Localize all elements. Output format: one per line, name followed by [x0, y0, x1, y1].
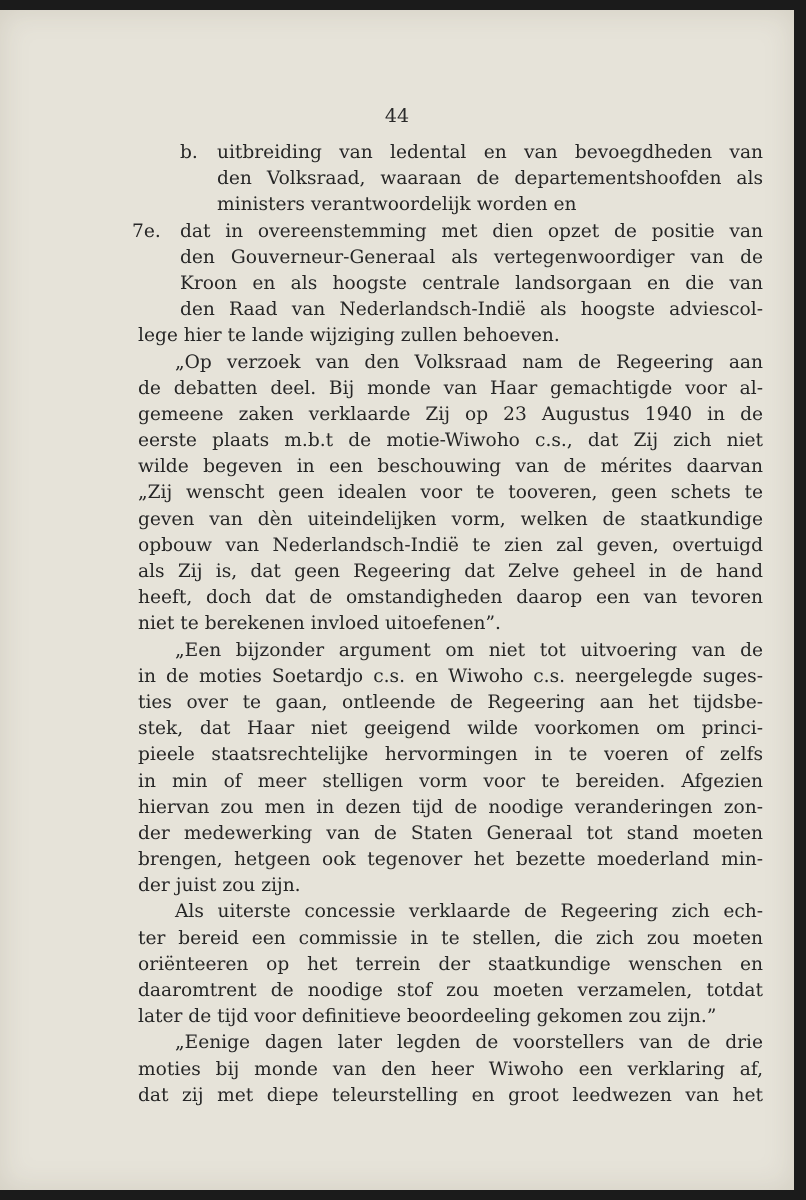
paragraph-1-line-10: heeft, doch dat de omstandigheden daarop een van tevoren — [138, 587, 763, 609]
paragraph-3-line-4: daaromtrent de noodige stof zou moeten verzamelen, totdat — [138, 980, 763, 1001]
paragraph-2-line-4: stek, dat Haar niet geeigend wilde voorkomen om princi- — [138, 718, 763, 740]
paragraph-1-line-2: de debatten deel. Bij monde van Haar gemachtigde voor al- — [138, 377, 763, 399]
paragraph-2-line-6: in min of meer stelligen vorm voor te bereiden. Afgezien — [138, 770, 763, 792]
paragraph-1-line-5: wilde begeven in een beschouwing van de mérites daarvan — [138, 456, 763, 478]
paragraph-1-line-6: „Zij wenscht geen idealen voor te tooveren, geen schets te — [138, 482, 763, 504]
list-item-7e-line-2: den Gouverneur-Generaal als vertegenwoordiger van de — [180, 246, 763, 268]
paragraph-1-line-7: geven van dèn uiteindelijken vorm, welken de staatkundige — [138, 508, 763, 530]
paragraph-2-line-5: pieele staatsrechtelijke hervormingen in te voeren of zelfs — [138, 744, 763, 766]
list-item-7e-line-1: 7e. dat in overeenstemming met dien opzet de positie van — [138, 219, 763, 245]
paragraph-3-line-1: Als uiterste concessie verklaarde de Regeering zich ech- — [175, 901, 763, 923]
paragraph-1-line-1: „Op verzoek van den Volksraad nam de Regeering aan — [175, 351, 763, 373]
list-item-7e-line-5: lege hier te lande wijziging zullen behoeven. — [138, 325, 560, 347]
paragraph-4-line-1: „Eenige dagen later legden de voorstellers van de drie — [175, 1032, 763, 1054]
list-item-b-line-2: den Volksraad, waaraan de departementshoofden als — [217, 168, 763, 190]
paragraph-2-line-8: der medewerking van de Staten Generaal tot stand moeten — [138, 822, 763, 844]
paragraph-1-line-9: als Zij is, dat geen Regeering dat Zelve geheel in de hand — [138, 561, 763, 582]
list-item-b-line-1: b. uitbreiding van ledental en van bevoegdheden van — [138, 140, 763, 166]
paragraph-1-line-3: gemeene zaken verklaarde Zij op 23 Augustus 1940 in de — [138, 403, 763, 425]
paragraph-3-line-2: ter bereid een commissie in te stellen, die zich zou moeten — [138, 927, 763, 949]
paragraph-3-line-3: oriënteeren op het terrein der staatkundige wenschen en — [138, 953, 763, 975]
paragraph-2-line-7: hiervan zou men in dezen tijd de noodige veranderingen zon- — [138, 796, 763, 818]
paragraph-2-line-3: ties over te gaan, ontleende de Regeering aan het tijdsbe- — [138, 691, 763, 713]
paragraph-4-line-2: moties bij monde van den heer Wiwoho een verklaring af, — [138, 1058, 763, 1080]
list-item-b-line-3: ministers verantwoordelijk worden en — [217, 194, 577, 216]
list-item-7e-line-3: Kroon en als hoogste centrale landsorgaan en die van — [180, 272, 763, 294]
paragraph-4-line-3: dat zij met diepe teleurstelling en groot leedwezen van het — [138, 1084, 763, 1106]
document-page — [0, 10, 794, 1190]
body-text — [132, 140, 763, 1109]
paragraph-1-line-11: niet te berekenen invloed uitoefenen”. — [138, 613, 501, 635]
list-marker-7e: 7e. — [132, 220, 161, 242]
paragraph-2-line-9: brengen, hetgeen ook tegenover het bezette moederland min- — [138, 849, 763, 871]
paragraph-3-line-5: later de tijd voor definitieve beoordeeling gekomen zou zijn.” — [138, 1006, 717, 1028]
paragraph-2-line-2: in de moties Soetardjo c.s. en Wiwoho c.s. neergelegde suges- — [138, 665, 763, 687]
paragraph-1-line-8: opbouw van Nederlandsch-Indië te zien zal geven, overtuigd — [138, 534, 763, 556]
list-marker-b: b. — [180, 142, 198, 163]
paragraph-1-line-4: eerste plaats m.b.t de motie-Wiwoho c.s., dat Zij zich niet — [138, 430, 763, 452]
page-number: 44 — [384, 105, 410, 127]
list-item-7e-line-4: den Raad van Nederlandsch-Indië als hoogste adviescol- — [180, 299, 763, 321]
paragraph-2-line-1: „Een bijzonder argument om niet tot uitvoering van de — [175, 639, 763, 661]
paragraph-2-line-10: der juist zou zijn. — [138, 875, 301, 897]
